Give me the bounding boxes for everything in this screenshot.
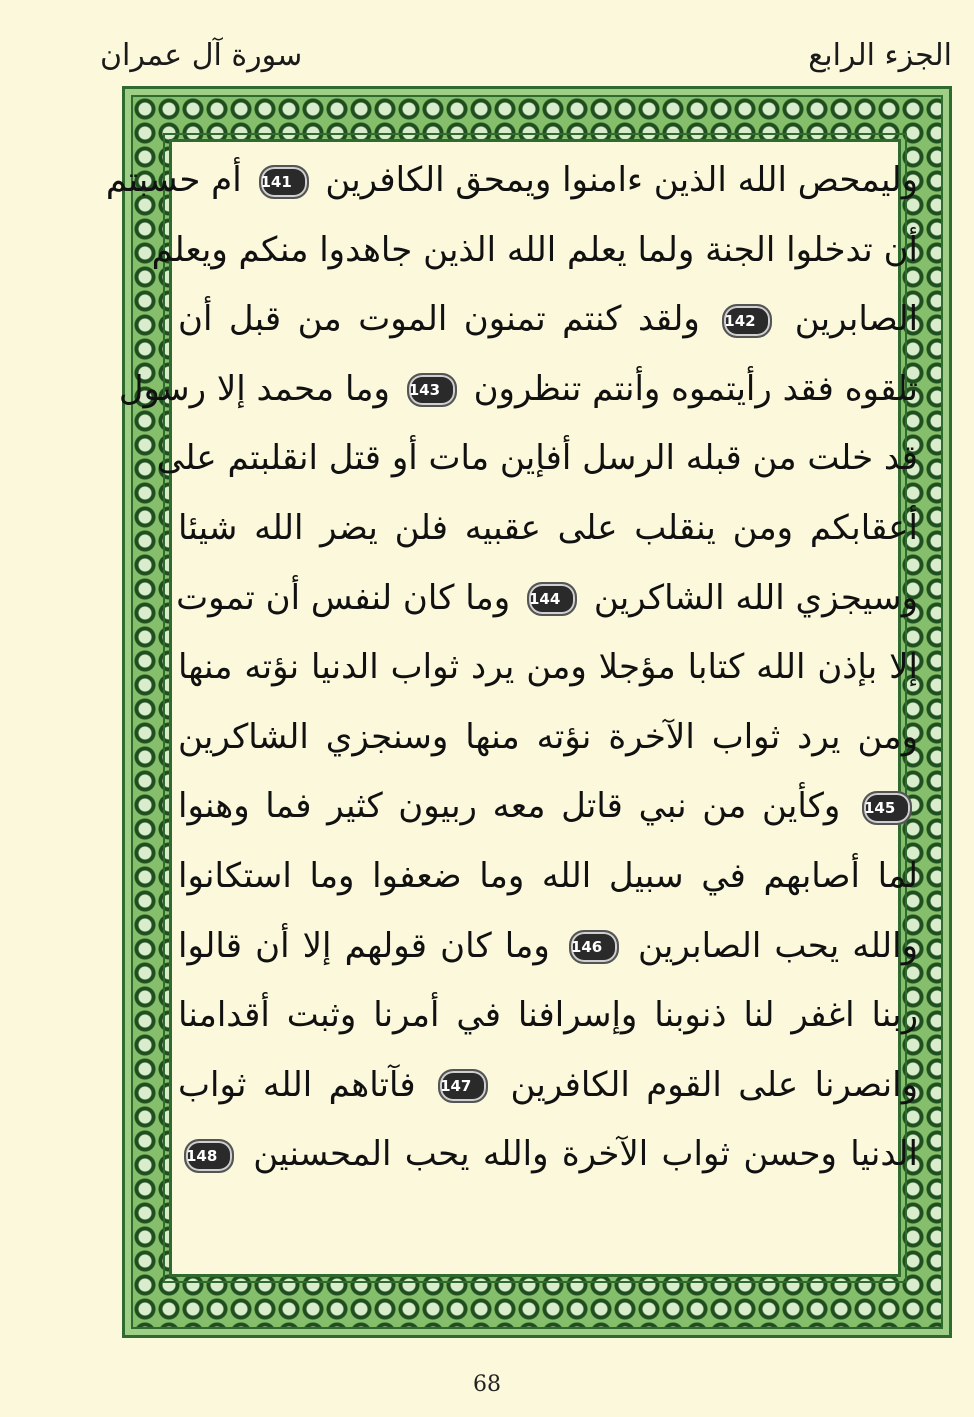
verse-text: وسيجزي الله الشاكرين xyxy=(593,577,918,618)
ayah-number-marker: 145 xyxy=(862,791,912,825)
verse-line xyxy=(118,359,918,419)
verse-text: ولقد كنتم تمنون الموت من قبل أن xyxy=(178,299,700,340)
verse-line xyxy=(178,498,918,558)
verse-text: وما كان لنفس أن تموت xyxy=(176,577,511,618)
ayah-number-marker: 142 xyxy=(722,304,772,338)
verse-text: وما كان قولهم إلا أن قالوا xyxy=(178,925,550,966)
verse-text: قد خلت من قبله الرسل أفإين مات أو قتل انقلبتم على xyxy=(156,438,918,479)
verse-text-area xyxy=(105,150,919,1260)
verse-text: الصابرين xyxy=(794,299,919,340)
ayah-number-marker: 146 xyxy=(569,930,619,964)
verse-line xyxy=(178,568,918,628)
verse-line xyxy=(178,1055,918,1115)
verse-line xyxy=(178,707,918,767)
verse-text: وكأين من نبي قاتل معه ربيون كثير فما وهنوا xyxy=(178,786,841,827)
verse-text: وليمحص الله الذين ءامنوا ويمحق الكافرين xyxy=(325,160,918,200)
verse-line xyxy=(178,916,918,976)
verse-line xyxy=(151,220,918,280)
juz-name: الجزء الرابع xyxy=(808,38,952,73)
verse-text: وانصرنا على القوم الكافرين xyxy=(510,1064,918,1105)
surah-name: سورة آل عمران xyxy=(100,38,303,73)
verse-line xyxy=(156,428,918,488)
verse-text: أن تدخلوا الجنة ولما يعلم الله الذين جاهدوا منكم ويعلم xyxy=(151,229,918,270)
verse-line xyxy=(178,985,918,1045)
verse-text: فآتاهم الله ثواب xyxy=(178,1064,416,1105)
ayah-number-marker: 144 xyxy=(527,582,577,616)
verse-line xyxy=(178,1124,918,1184)
verse-text: والله يحب الصابرين xyxy=(638,925,918,966)
verse-text: أم حسبتم xyxy=(105,160,242,200)
verse-line xyxy=(178,637,918,697)
page-header xyxy=(0,0,974,86)
verse-text: ومن يرد ثواب الآخرة نؤته منها وسنجزي الشاكرين xyxy=(178,716,918,757)
verse-text: وما محمد إلا رسول xyxy=(118,368,390,409)
verse-text: أعقابكم ومن ينقلب على عقبيه فلن يضر الله شيئا xyxy=(178,507,918,548)
verse-line xyxy=(178,289,918,349)
page-number: 68 xyxy=(473,1372,501,1397)
ayah-number-marker: 143 xyxy=(407,373,457,407)
verse-text: تلقوه فقد رأيتموه وأنتم تنظرون xyxy=(473,368,918,409)
verse-text: إلا بإذن الله كتابا مؤجلا ومن يرد ثواب الدنيا نؤته منها xyxy=(178,647,918,688)
verse-text: ربنا اغفر لنا ذنوبنا وإسرافنا في أمرنا وثبت أقدامنا xyxy=(178,995,918,1036)
verse-text: الدنيا وحسن ثواب الآخرة والله يحب المحسنين xyxy=(253,1134,918,1175)
verse-line xyxy=(105,150,918,210)
verse-line xyxy=(178,776,918,836)
ayah-number-marker: 148 xyxy=(184,1139,234,1173)
verse-line xyxy=(178,846,918,906)
ayah-number-marker: 141 xyxy=(259,165,309,199)
ayah-number-marker: 147 xyxy=(438,1069,488,1103)
verse-text: لما أصابهم في سبيل الله وما ضعفوا وما استكانوا xyxy=(178,855,918,896)
